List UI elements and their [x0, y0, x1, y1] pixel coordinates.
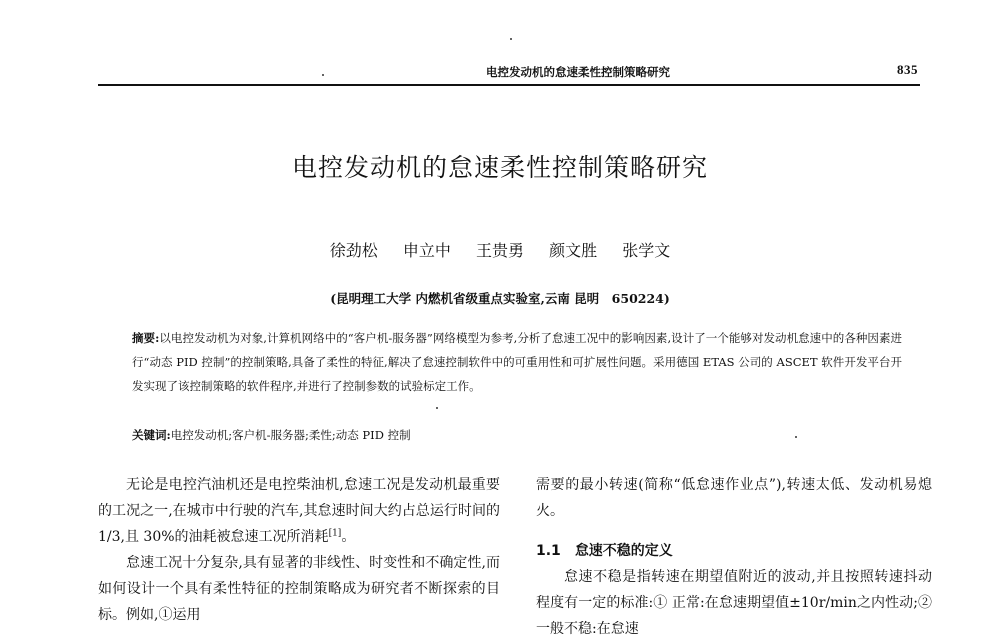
section-title: 怠速不稳的定义 [574, 543, 673, 559]
scan-speck [795, 436, 797, 438]
affiliation: (昆明理工大学 内燃机省级重点实验室,云南 昆明 650224) [330, 291, 670, 306]
scan-speck [510, 38, 512, 40]
section-number: 1.1 [536, 543, 561, 559]
section-heading [536, 538, 932, 564]
body-column-left [98, 472, 500, 628]
body-paragraph: 怠速不稳是指转速在期望值附近的波动,并且按照转速抖动程度有一定的标准:① 正常:在怠速期望值±10r/min之内性动;② 一般不稳:在怠速 [536, 569, 932, 637]
paragraph-text: 无论是电控汽油机还是电控柴油机,怠速工况是发动机最重要的工况之一,在城市中行驶的汽车,其怠速时间大约占总运行时间的 1/3,且 30%的油耗被怠速工况所消耗 [98, 477, 500, 545]
citation-ref: [1] [328, 528, 342, 539]
author-name: 颜文胜 [549, 241, 598, 260]
scan-speck [436, 407, 438, 409]
body-paragraph [98, 472, 500, 550]
running-title: 电控发动机的怠速柔性控制策略研究 [486, 65, 670, 79]
body-paragraph: 怠速工况十分复杂,具有显著的非线性、时变性和不确定性,而如何设计一个具有柔性特征的控制策略成为研究者不断探索的目标。例如,①运用 [98, 555, 500, 623]
author-name: 徐劲松 [329, 241, 378, 260]
scan-speck [322, 74, 324, 76]
abstract-text: 以电控发动机为对象,计算机网络中的“客户机-服务器”网络模型为参考,分析了怠速工况中的影响因素,设计了一个能够对发动机怠速中的各种因素进行“动态 PID 控制”的控制策略,具备了柔性的特征,解决了怠速控制软件中的可重用性和可扩展性问题。采用德国 ETAS 公司的 ASCET 软件开发平台开发实现了该控制策略的软件程序,并进行了控制参数的试验标定工作。 [132, 331, 902, 393]
abstract [132, 326, 902, 398]
keywords-label: 关键词: [132, 428, 171, 442]
running-header [98, 62, 920, 86]
keywords-text: 电控发动机;客户机-服务器;柔性;动态 PID 控制 [170, 428, 411, 442]
paragraph-end: 。 [341, 529, 356, 545]
keywords [132, 426, 902, 444]
paper-title: 电控发动机的怠速柔性控制策略研究 [291, 153, 708, 182]
author-name: 王贵勇 [475, 241, 524, 260]
body-column-right [536, 472, 932, 642]
page-number: 835 [897, 62, 918, 77]
body-paragraph: 需要的最小转速(简称“低怠速作业点”),转速太低、发动机易熄火。 [536, 477, 932, 519]
author-name: 申立中 [402, 241, 451, 260]
abstract-label: 摘要: [132, 331, 160, 345]
author-list [0, 238, 1000, 261]
author-name: 张学文 [622, 241, 671, 260]
